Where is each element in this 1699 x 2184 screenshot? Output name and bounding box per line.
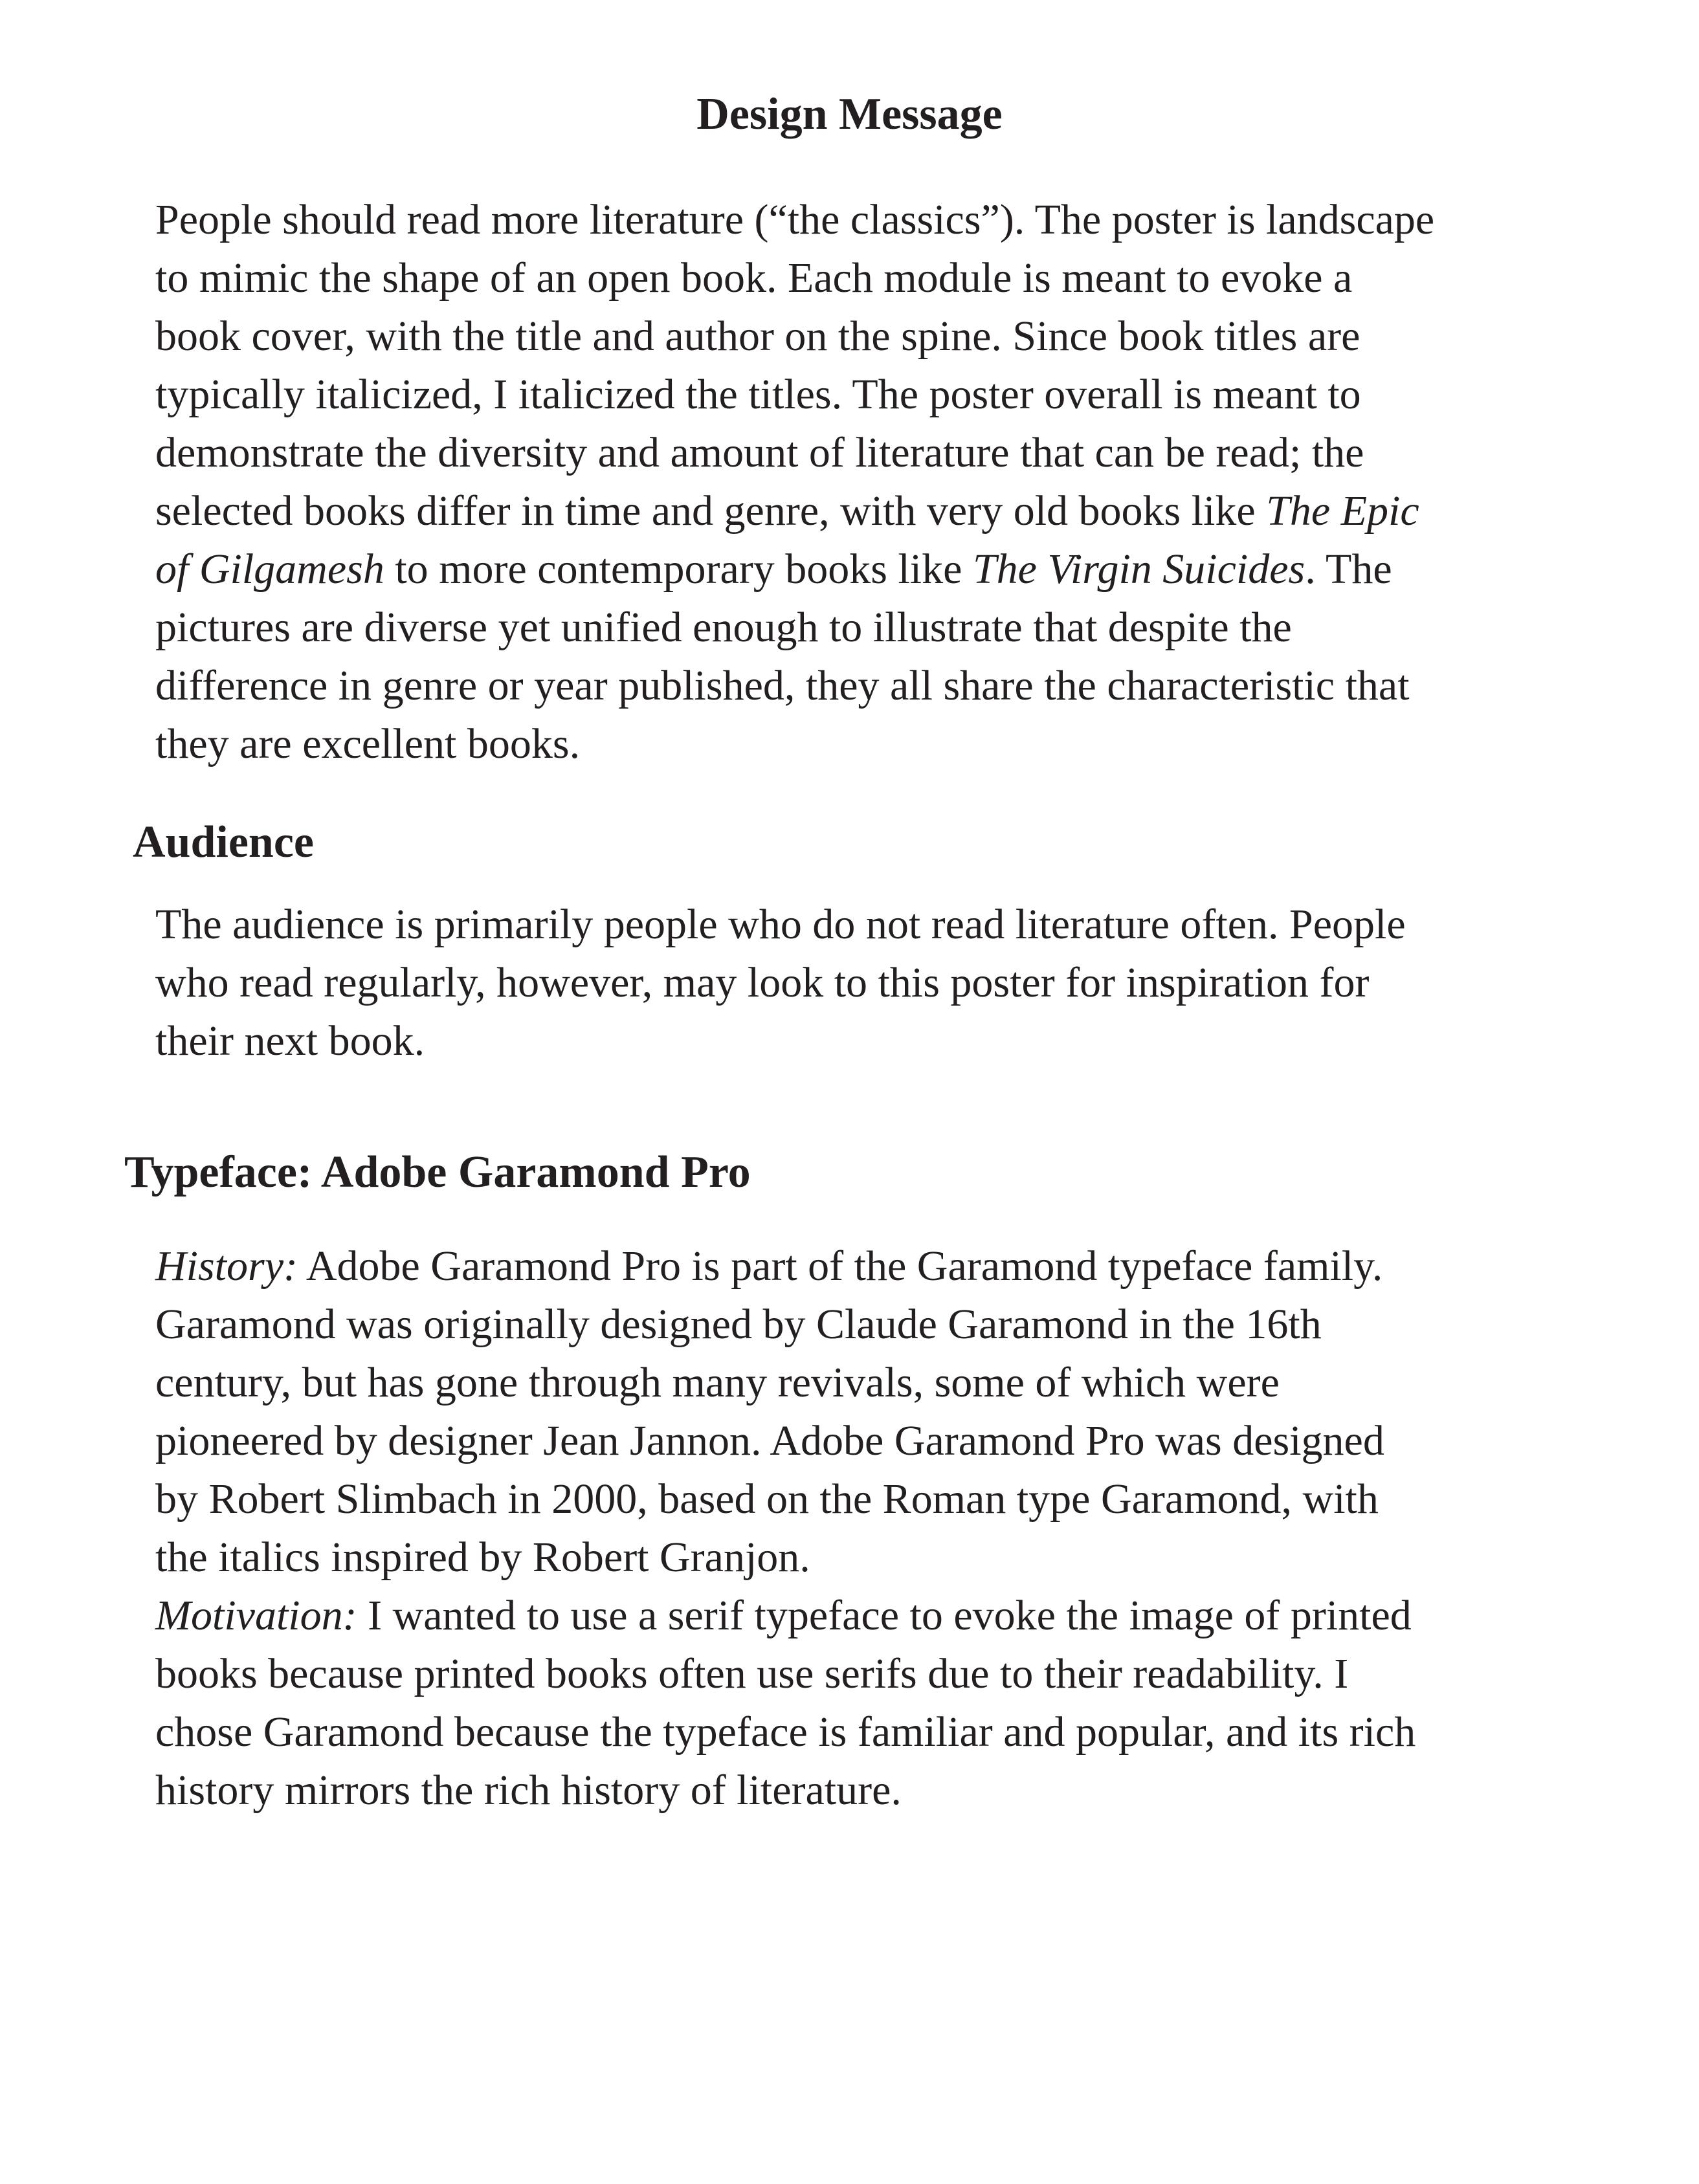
text-run: The audience is primarily people who do not read literature often. People xyxy=(155,901,1406,948)
text-run: typically italicized, I italicized the titles. The poster overall is meant to xyxy=(155,371,1361,418)
text-line xyxy=(155,191,1605,249)
text-line xyxy=(155,896,1605,954)
text-line xyxy=(155,249,1605,307)
text-run: to more contemporary books like xyxy=(384,546,973,593)
text-line xyxy=(155,954,1605,1012)
text-run: . The xyxy=(1305,546,1392,593)
text-line xyxy=(155,1296,1605,1354)
italic-text: The Virgin Suicides xyxy=(972,546,1305,593)
design-message-heading: Design Message xyxy=(696,89,1003,139)
text-run: Garamond was originally designed by Claude Garamond in the 16th xyxy=(155,1301,1322,1348)
text-run: I wanted to use a serif typeface to evoke the image of printed xyxy=(357,1592,1412,1639)
text-run: by Robert Slimbach in 2000, based on the Roman type Garamond, with xyxy=(155,1475,1379,1523)
text-line xyxy=(155,1412,1605,1470)
typeface-heading: Typeface: Adobe Garamond Pro xyxy=(124,1147,751,1197)
audience-heading: Audience xyxy=(133,817,314,867)
text-line xyxy=(155,599,1605,657)
text-run: century, but has gone through many revivals, some of which were xyxy=(155,1359,1280,1406)
text-run: difference in genre or year published, they all share the characteristic that xyxy=(155,662,1410,709)
text-line xyxy=(155,424,1605,482)
text-line xyxy=(155,1645,1605,1703)
text-run: pictures are diverse yet unified enough to illustrate that despite the xyxy=(155,604,1292,651)
typeface-paragraph xyxy=(155,1237,1605,1820)
text-run: their next book. xyxy=(155,1017,425,1064)
text-run: pioneered by designer Jean Jannon. Adobe Garamond Pro was designed xyxy=(155,1417,1384,1464)
text-line xyxy=(155,1470,1605,1528)
text-line xyxy=(155,715,1605,773)
text-line xyxy=(155,657,1605,715)
text-run: People should read more literature (“the classics”). The poster is landscape xyxy=(155,196,1435,243)
italic-text: Motivation: xyxy=(155,1592,357,1639)
text-run: chose Garamond because the typeface is familiar and popular, and its rich xyxy=(155,1708,1416,1756)
text-run: to mimic the shape of an open book. Each module is meant to evoke a xyxy=(155,254,1353,302)
text-line xyxy=(155,1012,1605,1070)
text-run: demonstrate the diversity and amount of literature that can be read; the xyxy=(155,429,1364,476)
text-line xyxy=(155,366,1605,424)
text-line xyxy=(155,482,1605,540)
text-run: the italics inspired by Robert Granjon. xyxy=(155,1534,810,1581)
text-run: history mirrors the rich history of literature. xyxy=(155,1767,902,1814)
text-run: they are excellent books. xyxy=(155,720,581,767)
text-line xyxy=(155,1237,1605,1296)
italic-text: of Gilgamesh xyxy=(155,546,384,593)
italic-text: The Epic xyxy=(1266,487,1419,535)
text-line xyxy=(155,1354,1605,1412)
text-line xyxy=(155,540,1605,599)
text-line xyxy=(155,307,1605,366)
design-message-paragraph xyxy=(155,191,1605,773)
text-line xyxy=(155,1703,1605,1761)
text-line xyxy=(155,1761,1605,1820)
text-run: who read regularly, however, may look to this poster for inspiration for xyxy=(155,959,1370,1006)
text-run: selected books differ in time and genre, with very old books like xyxy=(155,487,1267,535)
text-line xyxy=(155,1587,1605,1645)
audience-paragraph xyxy=(155,896,1605,1070)
text-run: books because printed books often use serifs due to their readability. I xyxy=(155,1650,1349,1697)
text-run: Adobe Garamond Pro is part of the Garamond typeface family. xyxy=(297,1242,1383,1290)
text-line xyxy=(155,1528,1605,1587)
italic-text: History: xyxy=(155,1242,298,1290)
text-run: book cover, with the title and author on the spine. Since book titles are xyxy=(155,313,1360,360)
